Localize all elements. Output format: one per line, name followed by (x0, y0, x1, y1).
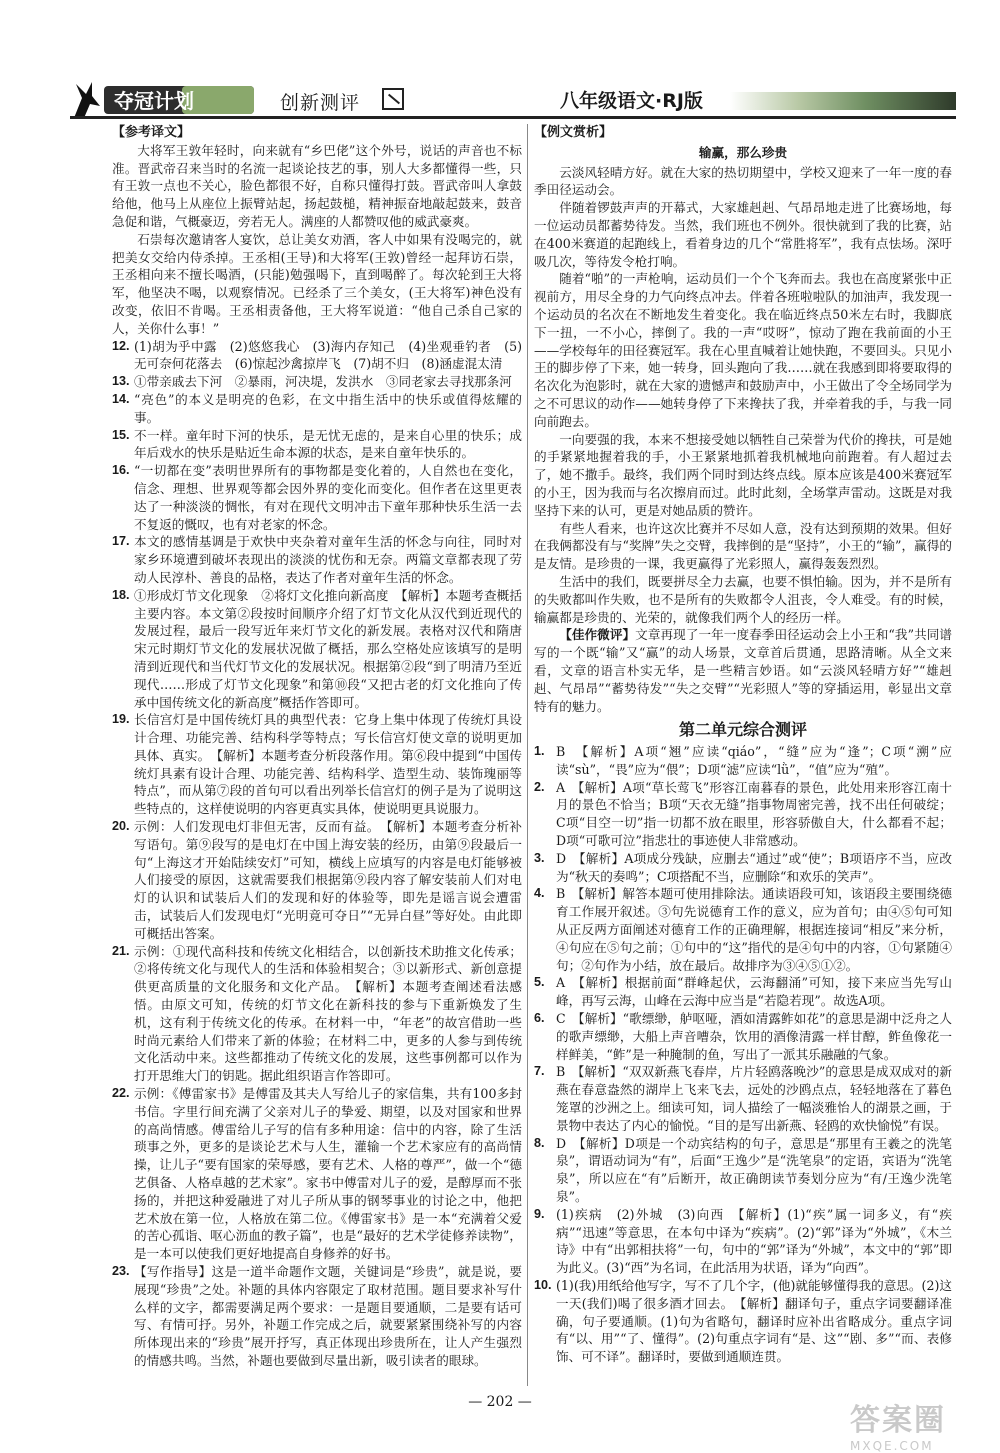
answer-number: 12. (112, 338, 130, 353)
answer-item (112, 1085, 522, 1263)
answer-item (112, 1263, 522, 1370)
answer-item (112, 373, 522, 391)
answer-text: 示例：①现代高科技和传统文化相结合，以创新技术助推文化传承；②将传统文化与现代人的生活和体验相契合；③以新形式、新创意提供更高质量的文化服务和文化产品。 【解析】本题考查阐述看法感悟。由原文可知，传统的灯节文化在新科技的参与下重新焕发了生机，这有利于传统文化的传承。在材料一中，“年老”的故宫借助一些时尚元素给人们带来了新的体验；在材料二中，更多的人参与到传统文化活动中来。这些都推动了传统文化的发展，这些事例都可以作为打开思维大门的钥匙。据此组织语言作答即可。 (134, 943, 522, 1084)
answer-item (112, 533, 522, 586)
answer-number: 16. (112, 463, 130, 478)
check-box-icon (382, 88, 404, 110)
answer-item (112, 462, 522, 533)
answer-number: 6. (534, 1011, 545, 1026)
answer-number: 23. (112, 1264, 130, 1278)
answer-text: (1)胡为乎中露 (2)悠悠我心 (3)海内存知己 (4)坐观垂钓者 (5)无可奈何花落去 (6)惊起沙禽掠岸飞 (7)胡不归 (8)涵虚混太清 (134, 338, 522, 372)
answer-number: 20. (112, 819, 130, 834)
logo-text: 夺冠计划 (114, 89, 194, 113)
answer-number: 18. (112, 587, 130, 602)
answer-number: 21. (112, 943, 130, 958)
answer-item (534, 1135, 952, 1206)
essay-paragraph: 云淡风轻晴方好。就在大家的热切期望中，学校又迎来了一年一度的春季田径运动会。 (534, 164, 952, 198)
answer-number: 5. (534, 975, 545, 990)
answer-text: C 【解析】“歌缥缈，舻呕哑，酒如清露鲊如花”的意思是湖中泛舟之人的歌声缥缈，大船上声音嘈杂，饮用的酒像清露一样甘醇，鲊鱼像花一样鲜美，“鲊”是一种腌制的鱼，写出了一派其乐融融的气象。 (556, 1011, 952, 1062)
answer-text: ①带亲戚去下河 ②暴雨，河决堤，发洪水 ③同老家去寻找那条河 (134, 374, 512, 390)
answer-text: D 【解析】D项是一个动宾结构的句子，意思是“那里有王羲之的洗笔泉”，谓语动词为“有”，后面“王逸少”是“洗笔泉”的定语，宾语为“洗笔泉”，所以应在“有”后断开，故正确朗读节奏划分应为“有/王逸少洗笔泉”。 (556, 1135, 952, 1205)
answer-text: A 【解析】A项“草长莺飞”形容江南暮春的景色，此处用来形容江南十月的景色不恰当；B项“天衣无缝”指事物周密完善，找不出任何破绽；C项“目空一切”指一切都不放在眼里，形容骄傲自大，什么都看不起；D项“可歌可泣”指悲壮的事迹使人非常感动。 (556, 779, 952, 849)
answer-number: 17. (112, 534, 130, 549)
comment-label: 【佳作微评】 (559, 627, 636, 643)
answer-item (112, 818, 522, 943)
answer-text: D 【解析】A项成分残缺，应删去“通过”或“使”；B项语序不当，应改为“秋天的奏鸣”；C项搭配不当，应删除“和欢乐的笑声”。 (556, 850, 952, 884)
answer-number: 9. (534, 1206, 545, 1221)
answer-number: 10. (534, 1278, 552, 1292)
answer-number: 15. (112, 427, 130, 442)
answer-item (112, 338, 522, 374)
answer-number: 2. (534, 779, 545, 794)
answer-text: (1)(我)用纸给他写字，写不了几个字，(他)就能够懂得我的意思。(2)这一天(我们)喝了很多酒才回去。 【解析】翻译句子，重点字词要翻译准确，句子要通顺。(1)句为省略句，翻译时应补出省略成分。重点字词有“以、用”“了、懂得”。(2)句重点字词有“是、这”“剧、多”“而、表修饰、可不译”。翻译时，要做到通顺连贯。 (556, 1278, 952, 1365)
essay-comment (534, 626, 952, 715)
answer-text: 不一样。童年时下河的快乐，是无忧无虑的，是来自心里的快乐；成年后戏水的快乐是贴近生命本源的状态，是来自童年快乐的。 (134, 427, 522, 461)
answer-text: B 【解析】“双双新燕飞春岸，片片轻鸥落晚沙”的意思是成双成对的新燕在春意盎然的湖岸上飞来飞去，远处的沙鸥点点，轻轻地落在了暮色笼罩的沙洲之上。细读可知，词人描绘了一幅淡雅怡人的湖景之画，于景物中表达了内心的愉悦。“目的是写出新燕、轻鸥的欢快愉悦”有误。 (556, 1064, 952, 1133)
answer-number: 7. (534, 1064, 545, 1079)
answer-item (534, 974, 952, 1010)
answer-item (112, 943, 522, 1085)
logo-icon (70, 78, 260, 120)
watermark-logo (850, 1395, 990, 1453)
answer-item (534, 850, 952, 886)
watermark-text: 答案圈 (850, 1403, 946, 1438)
example-essay-label: 【例文赏析】 (534, 125, 613, 140)
ref-translation-label: 【参考译文】 (112, 125, 191, 140)
answer-text: 示例：人们发现电灯非但无害，反而有益。 【解析】本题考查分析补写语句。第⑨段写的是电灯在中国上海安装的经历，由第⑨段最后一句“上海这才开始陆续安灯”可知，横线上应填写的内容是电灯能够被人们接受的原因，这就需要我们根据第⑨段内容了解安装前人们对电灯的认识和试装后人们的发现和好的体验等，即先是谣言说会遭雷击，试装后人们发现电灯“光明竟可夺日”“无异白昼”等好处。由此即可概括出答案。 (134, 819, 522, 941)
answer-text: B 【解析】解答本题可使用排除法。通读语段可知，该语段主要围绕德育工作展开叙述。③句先说德育工作的意义，应为首句；由④⑤句可知从正反两方面阐述对德育工作的正确理解，根据连接词“相反”来分析，④句应在⑤句之前；①句中的“这”指代的是④句中的内容，①句紧随④句；②句作为小结，放在最后。故排序为③④⑤①②。 (556, 886, 952, 973)
answer-text: B 【解析】A项“翘”应读“qiáo”，“缝”应为“逢”；C项“溯”应读“sù”，“畏”应为“偎”；D项“滤”应读“lǜ”，“值”应为“殖”。 (556, 744, 952, 777)
essay-paragraph: 有些人看来，也许这次比赛并不尽如人意，没有达到预期的效果。但好在我俩都没有与“奖牌”失之交臂，我摔倒的是“坚持”，小王的“输”，赢得的是友情。是珍贵的一课，我更赢得了光彩照人，赢得轰轰烈烈。 (534, 520, 952, 572)
answer-number: 19. (112, 712, 130, 727)
answer-item (534, 1063, 952, 1134)
essay-paragraph: 生活中的我们，既要拼尽全力去赢，也要不惧怕输。因为，并不是所有的失败都叫作失败，也不是所有的失败都令人沮丧，令人难受。有的时候，输赢都是珍贵的、光荣的，就像我们两个人的经历一样。 (534, 573, 952, 625)
comment-text: 文章再现了一年一度春季田径运动会上小王和“我”共同谱写的一个既“输”又“赢”的动人场景，文章首后贯通，思路清晰。从全文来看，文章的语言朴实无华，是一些精言妙语。如“云淡风轻晴方好”“雄赳赳、气昂昂”“蓄势待发”“失之交臂”“光彩照人”等的穿插运用，彰显出文章特有的魅力。 (534, 627, 952, 714)
answer-text: 本文的感情基调是于欢快中夹杂着对童年生活的怀念与向往，同时对家乡环境遭到破坏表现出的淡淡的忧伤和无奈。两篇文章都表现了劳动人民淳朴、善良的品格，表达了作者对童年生活的怀念。 (134, 534, 522, 585)
ref-paragraph: 大将军王敦年轻时，向来就有“乡巴佬”这个外号，说话的声音也不标准。晋武帝召来当时的名流一起谈论技艺的事，别人大多都懂得一些，只有王敦一点也不关心，脸色都很不好，自称只懂得打鼓。晋武帝叫人拿鼓给他，他马上从座位上振臂站起，扬起鼓槌，精神振奋地敲起鼓来，鼓音急促和谐，气概豪迈，旁若无人。满座的人都赞叹他的威武豪爽。 (112, 142, 522, 229)
essay-paragraph: 伴随着锣鼓声声的开幕式，大家雄赳赳、气昂昂地走进了比赛场地，每一位运动员都蓄势待发。当然，我们班也不例外。很快就到了我的比赛，站在400米赛道的起跑线上，看着身边的几个“常胜将军”，我有点怯场。深吁吸几次，等待发令枪打响。 (534, 200, 952, 269)
right-column (534, 124, 952, 1366)
unit-test-title: 第二单元综合测评 (678, 720, 807, 740)
answer-text: A 【解析】根据前面“群峰起伏，云海翻涌”可知，接下来应当先写山峰，再写云海，山峰在云海中应当是“若隐若现”。故选A项。 (556, 975, 952, 1009)
watermark-url: MXQE.COM (850, 1439, 934, 1453)
answer-text: 示例：《傅雷家书》是傅雷及其夫人写给儿子的家信集，共有100多封书信。字里行间充满了父亲对儿子的挚爱、期望，以及对国家和世界的高尚情感。傅雷给儿子写的信有多种用途：信中的内容，除了生活琐事之外，更多的是谈论艺术与人生，灌输一个艺术家应有的高尚情操，让儿子“要有国家的荣辱感，要有艺术、人格的尊严”，做一个“德艺俱备、人格卓越的艺术家”。家书中傅雷对儿子的爱，是醇厚而不张扬的，并把这种爱融进了对儿子所从事的钢琴事业的讨论之中，他把艺术放在第一位，人格放在第二位。《傅雷家书》是一本“充满着父爱的苦心孤诣、呕心沥血的教子篇”，也是“最好的艺术学徒修养读物”，是一本可以使我们更好地提高自身修养的好书。 (134, 1086, 522, 1262)
header-rule (70, 116, 956, 119)
header-subtitle: 创新测评 (280, 92, 361, 114)
answer-number: 1. (534, 744, 545, 759)
answer-number: 13. (112, 374, 130, 389)
ref-paragraph: 石崇每次邀请客人宴饮，总让美女劝酒，客人中如果有没喝完的，就把美女交给内侍杀掉。王丞相(王导)和大将军(王敦)曾经一起拜访石崇，王丞相向来不擅长喝酒，(只能)勉强喝下，直到喝醉了。每次轮到王大将军，他坚决不喝，以观察情况。已经杀了三个美女，(王大将军)神色没有改变，依旧不肯喝。王丞相责备他，王大将军说道：“他自己杀自己家的人，关你什么事！” (112, 231, 522, 336)
answer-item (534, 885, 952, 974)
essay-paragraph: 随着“啪”的一声枪响，运动员们一个个飞奔而去。我也在高度紧张中正视前方，用尽全身的力气向终点冲去。伴着各班啦啦队的加油声，我发现一个运动员的名次在不断地发生着变化。我在临近终点50米左右时，我脚底下一扭，一不小心，摔倒了。我的一声“哎呀”，惊动了跑在我前面的小王——学校每年的田径赛冠军。我在心里直喊着让她快跑，不要回头。只见小王的脚步停了下来，她一转身，回头跑向了我……就在我感到即将要取得的名次化为泡影时，就在大家的遗憾声和鼓励声中，小王做出了令全场同学为之不可思议的动作——她转身停了下来搀扶了我，并牵着我的手，与我一同向前跑去。 (534, 271, 952, 429)
answer-item (534, 1277, 952, 1366)
answer-item (534, 1010, 952, 1063)
header-decor-bar (730, 92, 956, 110)
page-header (70, 78, 956, 122)
answer-item (534, 779, 952, 850)
answer-text: “一切都在变”表明世界所有的事物都是变化着的，人自然也在变化，信念、理想、世界观等都会因外界的变化而变化。但作者在这里更表达了一种淡淡的惆怅，有对在现代文明冲击下童年那种快乐生活一去不复返的慨叹，也有对老家的怀念。 (134, 463, 522, 532)
answer-number: 3. (534, 850, 545, 865)
page-title: 八年级语文·RJ版 (560, 90, 703, 112)
answer-item (534, 743, 952, 779)
answer-text: 【写作指导】这是一道半命题作文题，关键词是“珍贵”，就是说，要展现“珍贵”之处。补题的具体内容限定了取材范围。题目要求补写什么样的文字，都需要满足两个要求：一是题目要通顺，二是要有话可写、有情可抒。另外，补题工作完成之后，就要紧紧围绕补写的内容所体现出来的“珍贵”展开抒写，真正体现出珍贵所在，让人产生强烈的情感共鸣。当然，补题也要做到尽量出新，吸引读者的眼球。 (134, 1264, 522, 1368)
answer-number: 4. (534, 886, 545, 901)
left-column (112, 124, 522, 1370)
answer-text: “亮色”的本义是明亮的色彩，在文中指生活中的快乐或值得炫耀的事。 (134, 391, 522, 425)
column-divider (527, 124, 528, 1386)
page-number: — 202 — (468, 1394, 532, 1410)
answer-item (534, 1206, 952, 1277)
answer-item (112, 711, 522, 818)
answer-item (112, 391, 522, 427)
answer-item (112, 587, 522, 712)
answer-text: ①形成灯节文化现象 ②将灯文化推向新高度 【解析】本题考查概括主要内容。本文第②段按时间顺序介绍了灯节文化从汉代到近现代的发展过程，最后一段写近年来灯节文化的新发展。表格对汉代和隋唐宋元时期灯节文化的发展状况做了概括，那么空格处应该填写的是明清到近现代和当代灯节文化的发展状况。根据第②段“到了明清乃至近现代……形成了灯节文化现象”和第⑩段“又把古老的灯文化推向了传承中国传统文化的新高度”概括作答即可。 (134, 587, 522, 710)
answer-number: 22. (112, 1086, 130, 1101)
answer-number: 14. (112, 391, 130, 406)
essay-title: 输赢，那么珍贵 (698, 144, 788, 160)
answer-text: (1)疾病 (2)外城 (3)向西 【解析】(1)“疾”属一词多义，有“疾病”“迅速”等意思，在本句中译为“疾病”。(2)“郭”译为“外城”，《木兰诗》中有“出郭相扶将”一句，句中的“郭”译为“外城”，本文中的“郭”即为此义。(3)“西”为名词，在此活用为状语，译为“向西”。 (556, 1206, 952, 1276)
answer-item (112, 427, 522, 463)
answer-text: 长信宫灯是中国传统灯具的典型代表：它身上集中体现了传统灯具设计合理、功能完善、结构科学等特点；写长信宫灯使文章的说明更加具体、真实。 【解析】本题考查分析段落作用。第⑥段中提到“中国传统灯具素有设计合理、功能完善、结构科学、造型生动、装饰瑰丽等特点”，而从第⑦段的首句可以看出列举长信宫灯的例子是为了说明这些特点的，这样使说明的内容更真实具体，使说明更具说服力。 (134, 712, 522, 817)
answer-number: 8. (534, 1135, 545, 1150)
essay-paragraph: 一向要强的我，本来不想接受她以牺牲自己荣誉为代价的搀扶，可是她的手紧紧地握着我的手，小王紧紧地抓着我机械地向前跑着。有人超过去了，她不撒手。最终，我们两个同时到达终点线。原本应该是400米赛冠军的小王，因为我而与名次擦肩而过。此时此刻，全场掌声雷动。这既是对我坚持下来的认可，更是对她品质的赞许。 (534, 431, 952, 518)
